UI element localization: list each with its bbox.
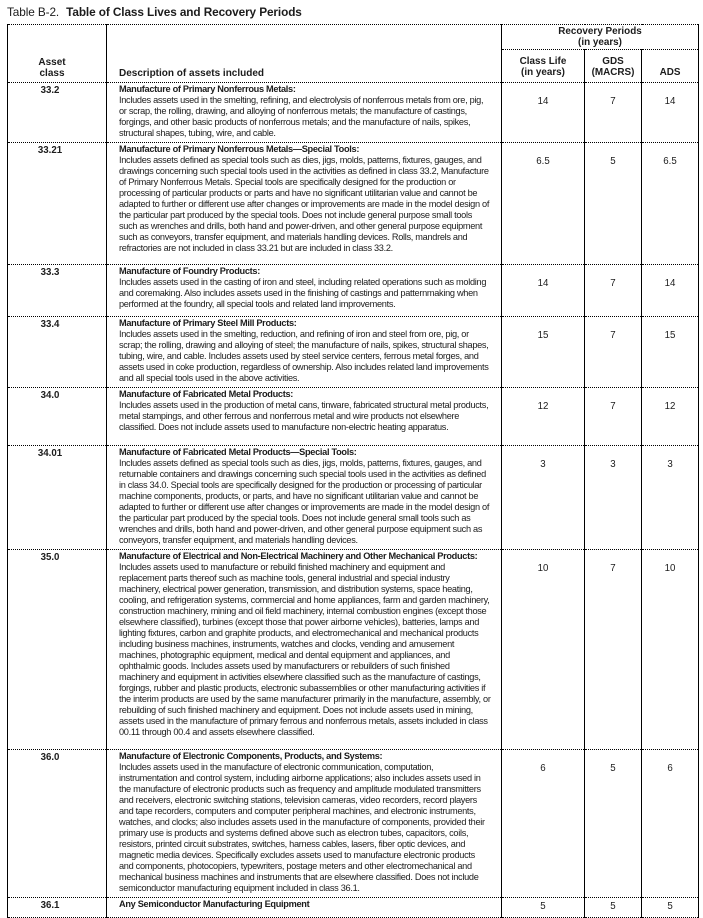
description-cell [107,388,502,446]
gds-column-header [585,50,642,83]
asset-class-cell: 36.1 [8,898,107,918]
table-row [8,898,699,918]
class-life-value-cell: 3 [502,446,585,550]
asset-class-cell: 33.4 [8,317,107,388]
asset-description-title: Manufacture of Primary Steel Mill Products: [119,318,297,328]
ads-value-cell: 14 [642,265,699,317]
ads-value-cell: 6 [642,750,699,898]
table-row [8,750,699,898]
recovery-periods-header-line2: (in years) [578,37,622,48]
asset-description-title: Manufacture of Fabricated Metal Products—Special Tools: [119,447,357,457]
asset-class-cell: 33.3 [8,265,107,317]
asset-description-title: Manufacture of Primary Nonferrous Metals: [119,84,296,94]
description-cell [107,550,502,750]
table-number-label: Table B-2. [7,5,60,19]
asset-class-cell: 33.2 [8,83,107,143]
gds-value-cell: 7 [585,265,642,317]
gds-value-cell: 7 [585,550,642,750]
class-life-header-line2: (in years) [521,67,565,79]
asset-description-text: Includes assets defined as special tools such as dies, jigs, molds, patterns, fixtures, gauges, and drawings concerning such special tools used in the activities as defined in class 33.2, Manufacture of Primary Nonferrous Metals. Special tools are specifically designed for the production or processing of particular products or parts and have no significant utilitarian value and cannot be adapted to further or different use after changes or improvements are made in the model design of the particular part produced by the special tools. Does not include general purpose small tools such as wrenches and drills, both hand and power-driven, and other general purpose equipment such as conveyors, transfer equipment, and materials handling devices. Rolls, mandrels and refractories are not included in class 33.21 but are included in class 33.2. [119,155,490,253]
gds-header-line2: (MACRS) [591,67,635,79]
asset-description-title: Manufacture of Electronic Components, Products, and Systems: [119,751,383,761]
recovery-periods-header-line1: Recovery Periods [558,26,642,38]
class-life-value-cell: 12 [502,388,585,446]
ads-value-cell: 3 [642,446,699,550]
table-row [8,317,699,388]
ads-value-cell: 5 [642,898,699,918]
class-life-value-cell: 10 [502,550,585,750]
class-life-value-cell: 6 [502,750,585,898]
ads-value-cell: 12 [642,388,699,446]
table-row [8,550,699,750]
class-lives-recovery-periods-table [7,24,699,918]
description-cell [107,317,502,388]
description-column-header: Description of assets included [107,25,502,83]
class-life-value-cell: 14 [502,83,585,143]
table-header [8,25,699,83]
asset-class-cell: 33.21 [8,143,107,265]
ads-value-cell: 6.5 [642,143,699,265]
table-row [8,388,699,446]
description-cell [107,446,502,550]
asset-class-header-line2: class [39,67,65,79]
asset-description-text: Includes assets defined as special tools such as dies, jigs, molds, patterns, fixtures, gauges, and returnable containers and drawings concerning such special tools used in the activities as defined in class 34.0. Special tools are specifically designed for the production or processing of particular machine components, products, or parts, and have no significant utilitarian value and cannot be adapted to further or different use after changes or improvements are made in the model design of the particular part produced by the special tools. Does not include general small tools such as wrenches and drills, both hand and power-driven, and other general purpose equipment such as conveyors, transfer equipment, and materials handling devices. [119,458,490,545]
class-life-value-cell: 14 [502,265,585,317]
asset-description-title: Manufacture of Foundry Products: [119,266,260,276]
table-title-text: Table of Class Lives and Recovery Periods [66,5,302,19]
asset-description-title: Manufacture of Fabricated Metal Products: [119,389,294,399]
page-title [7,5,703,19]
gds-value-cell: 5 [585,898,642,918]
ads-column-header: ADS [642,50,699,83]
table-body [8,83,699,918]
asset-class-cell: 34.0 [8,388,107,446]
class-life-value-cell: 5 [502,898,585,918]
description-cell [107,265,502,317]
asset-description-title: Manufacture of Primary Nonferrous Metals—Special Tools: [119,144,360,154]
asset-class-cell: 36.0 [8,750,107,898]
asset-description-text: Includes assets used in the casting of iron and steel, including related operations such as molding and coremaking. Also includes assets used in the finishing of castings and patternmaking when performed at the foundry, all special tools and related land improvements. [119,277,487,309]
description-cell [107,750,502,898]
gds-value-cell: 7 [585,388,642,446]
class-life-header-line1: Class Life [519,56,567,68]
gds-header-line1: GDS [602,56,624,68]
description-cell [107,143,502,265]
class-life-value-cell: 6.5 [502,143,585,265]
asset-description-text: Includes assets used in the smelting, refining, and electrolysis of nonferrous metals from ore, pig, or scrap, the rolling, drawing, and alloying of nonferrous metals; the manufacture of castings, forgings, and other basic products of nonferrous metals; and the manufacture of nails, spikes, structural shapes, tubing, wire, and cable. [119,95,484,138]
asset-description-title: Any Semiconductor Manufacturing Equipment [119,899,310,909]
table-row [8,143,699,265]
gds-value-cell: 7 [585,83,642,143]
table-row [8,83,699,143]
class-life-value-cell: 15 [502,317,585,388]
asset-description-title: Manufacture of Electrical and Non-Electrical Machinery and Other Mechanical Products: [119,551,478,561]
ads-value-cell: 15 [642,317,699,388]
gds-value-cell: 7 [585,317,642,388]
asset-class-cell: 35.0 [8,550,107,750]
asset-description-text: Includes assets used to manufacture or rebuild finished machinery and equipment and replacement parts thereof such as machine tools, general industrial and special industry machinery, electrical power generation, transmission, and distribution systems, space heating, cooling, and refrigeration systems, commercial and home appliances, farm and garden machinery, construction machinery, mining and oil field machinery, internal combustion engines (except those elsewhere classified), turbines (except those that power airborne vehicles), batteries, lamps and lighting fixtures, carbon and graphite products, and electromechanical and mechanical products including business machines, instruments, watches and clocks, vending and amusement machines, photographic equipment, medical and dental equipment and appliances, and ophthalmic goods. Includes assets used by manufacturers or rebuilders of such finished machinery and equipment in activities elsewhere classified such as the manufacture of castings, forgings, rubber and plastic products, electronic subassemblies or other manufacturing activities if the interim products are used by the same manufacturer primarily in the manufacture, assembly, or rebuilding of such finished machinery and equipment. Does not include assets used in mining, assets used in the manufacture of primary ferrous and nonferrous metals, assets included in class 00.11 through 00.4 and assets elsewhere classified. [119,562,491,737]
asset-description-text: Includes assets used in the production of metal cans, tinware, fabricated structural metal products, metal stampings, and other ferrous and nonferrous metal and wire products not elsewhere classified. Does not include assets used to manufacture non-electric heating apparatus. [119,400,489,432]
ads-value-cell: 14 [642,83,699,143]
asset-class-column-header [8,25,107,83]
gds-value-cell: 5 [585,750,642,898]
gds-value-cell: 5 [585,143,642,265]
description-cell [107,898,502,918]
asset-class-header-line1: Asset [38,56,66,68]
recovery-periods-group-header [502,25,699,50]
table-row [8,265,699,317]
gds-value-cell: 3 [585,446,642,550]
ads-value-cell: 10 [642,550,699,750]
asset-class-cell: 34.01 [8,446,107,550]
table-row [8,446,699,550]
class-life-column-header [502,50,585,83]
asset-description-text: Includes assets used in the smelting, reduction, and refining of iron and steel from ore, pig, or scrap; the rolling, drawing and alloying of steel; the manufacture of nails, spikes, structural shapes, tubing, wire, and cable. Includes assets used by steel service centers, ferrous metal forges, and assets used in coke production, regardless of ownership. Also includes related land improvements and all special tools used in the above activities. [119,329,489,383]
asset-description-text: Includes assets used in the manufacture of electronic communication, computation, instrumentation and control system, including airborne applications; also includes assets used in the manufacture of electronic products such as frequency and amplitude modulated transmitters and receivers, electronic switching stations, television cameras, video recorders, record players and tape recorders, computers and computer peripheral machines, and electronic instruments, watches, and clocks; also includes assets used in the manufacture of components, provided their primary use is products and systems defined above such as electron tubes, capacitors, coils, resistors, printed circuit substrates, switches, harness cables, lasers, fiber optic devices, and magnetic media devices. Specifically excludes assets used to manufacture electronic products and components, photocopiers, typewriters, postage meters and other electromechanical and mechanical business machines and instruments that are elsewhere classified. Does not include semiconductor manufacturing equipment included in class 36.1. [119,762,485,893]
description-cell [107,83,502,143]
